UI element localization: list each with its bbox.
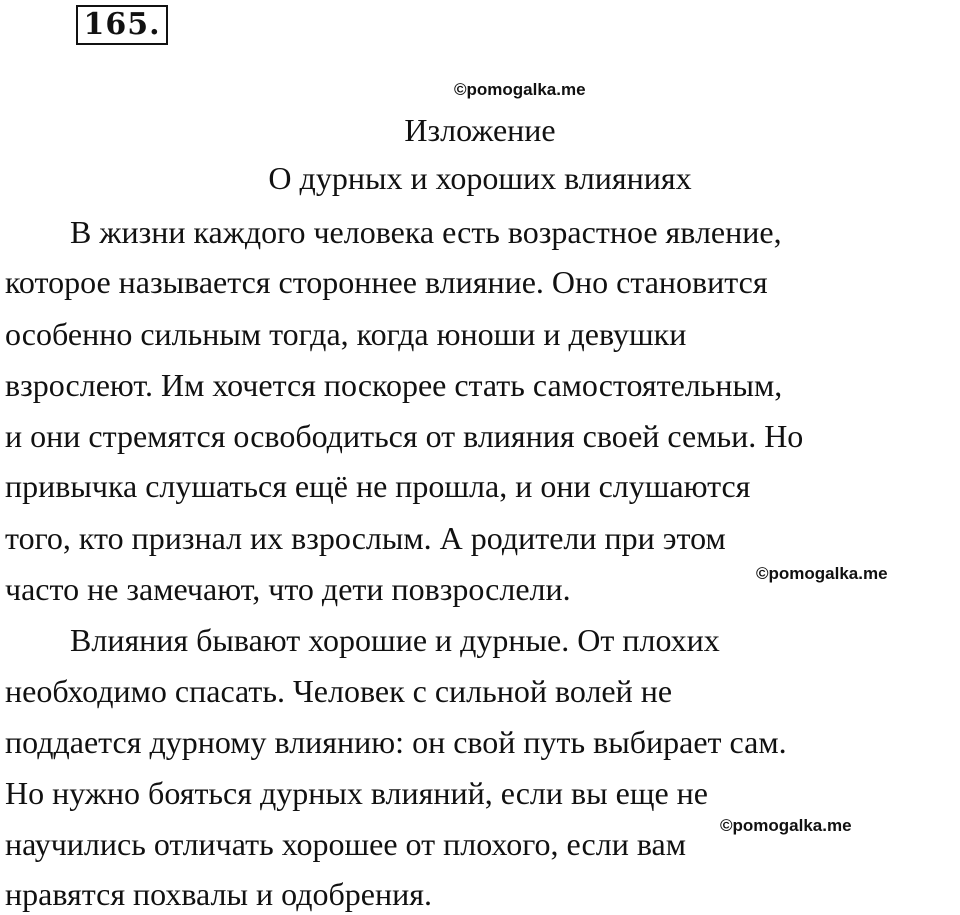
text-line: особенно сильным тогда, когда юноши и девушки xyxy=(5,316,687,352)
text-line: поддается дурному влиянию: он свой путь выбирает сам. xyxy=(5,724,787,760)
task-number-box: 165. xyxy=(76,5,168,45)
text-line: В жизни каждого человека есть возрастное явление, xyxy=(70,214,782,250)
text-line: нравятся похвалы и одобрения. xyxy=(5,876,432,912)
text-line: Влияния бывают хорошие и дурные. От плохих xyxy=(70,622,720,658)
text-line: Но нужно бояться дурных влияний, если вы еще не xyxy=(5,775,708,811)
text-line: которое называется стороннее влияние. Оно становится xyxy=(5,264,768,300)
text-line: научились отличать хорошее от плохого, если вам xyxy=(5,826,686,862)
text-line: привычка слушаться ещё не прошла, и они слушаются xyxy=(5,468,751,504)
text-line: и они стремятся освободиться от влияния своей семьи. Но xyxy=(5,418,804,454)
text-line: взрослеют. Им хочется поскорее стать самостоятельным, xyxy=(5,367,783,403)
text-line: часто не замечают, что дети повзрослели. xyxy=(5,571,571,607)
watermark-top: ©pomogalka.me xyxy=(454,80,586,99)
watermark-bottom: ©pomogalka.me xyxy=(720,816,852,835)
essay-title: Изложение xyxy=(404,112,556,148)
essay-subtitle: О дурных и хороших влияниях xyxy=(268,160,692,196)
watermark-middle: ©pomogalka.me xyxy=(756,564,888,583)
text-line: необходимо спасать. Человек с сильной волей не xyxy=(5,673,673,709)
text-line: того, кто признал их взрослым. А родители при этом xyxy=(5,520,726,556)
